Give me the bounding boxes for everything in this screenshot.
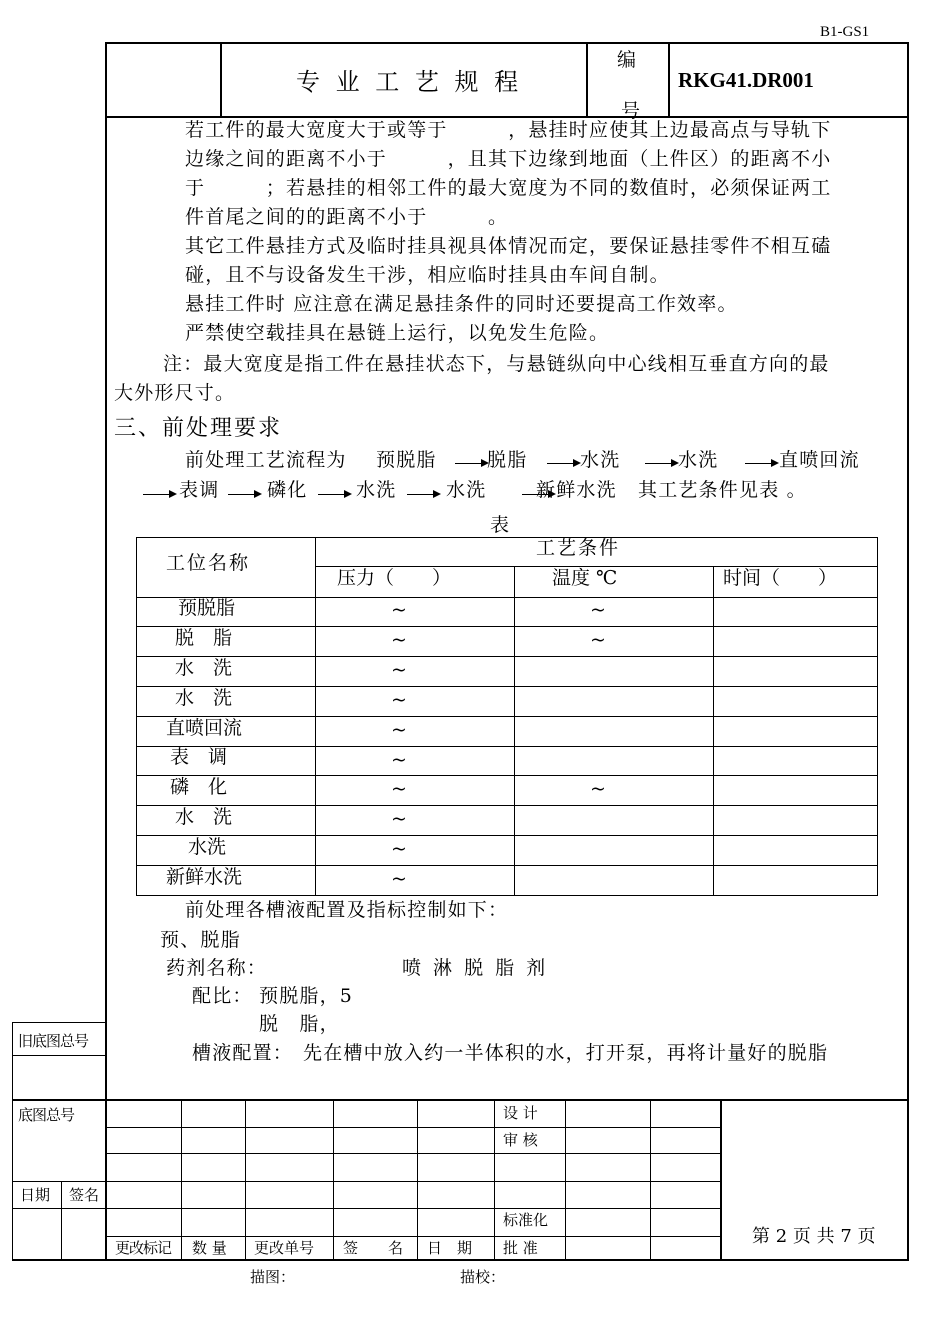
flow-step-2: 脱脂 — [487, 449, 528, 471]
flow-step-1: 预脱脂 — [376, 449, 437, 471]
row-3-pressure: ~ — [391, 659, 407, 681]
flow-arrow-5 — [143, 494, 175, 495]
row-4-pressure: ~ — [391, 689, 407, 711]
page-title: 专 业 工 艺 规 程 — [296, 68, 523, 96]
body-line-6: 碰，且不与设备发生干涉，相应临时挂具由车间自制。 — [185, 264, 670, 286]
flow-step-10: 新鲜水洗 — [536, 479, 617, 501]
row-9-name: 水洗 — [188, 836, 227, 858]
flow-step-6: 表调 — [179, 479, 220, 501]
row-2-temperature: ~ — [590, 629, 606, 651]
footer-col-signature: 签 名 — [343, 1239, 404, 1257]
tank-config-intro: 前处理各槽液配置及指标控制如下： — [185, 899, 509, 921]
row-5-name: 直喷回流 — [166, 717, 243, 739]
agent-label: 药剂名称： — [166, 957, 268, 979]
row-1-name: 预脱脂 — [178, 597, 236, 619]
old-drawing-label: 旧底图总号 — [18, 1032, 89, 1050]
number-label-bottom: 号 — [621, 100, 641, 122]
ratio-label: 配比： — [192, 985, 253, 1007]
degrease-heading: 预、脱脂 — [160, 929, 241, 951]
row-6-pressure: ~ — [391, 749, 407, 771]
footer-col-date: 日 期 — [427, 1239, 473, 1257]
body-line-1: 若工件的最大宽度大于或等于 ，悬挂时应使其上边最高点与导轨下 — [185, 119, 832, 141]
header-bottom — [105, 116, 909, 118]
row-8-pressure: ~ — [391, 808, 407, 830]
row-1-pressure: ~ — [391, 599, 407, 621]
role-approve: 批 准 — [503, 1239, 538, 1257]
prep-label: 槽液配置： — [192, 1042, 294, 1064]
footer-col-change-no: 更改单号 — [254, 1239, 315, 1257]
header-time: 时间（ ） — [723, 567, 838, 589]
table-caption: 表 — [490, 514, 510, 536]
role-review: 审 核 — [503, 1131, 538, 1149]
body-line-5: 其它工件悬挂方式及临时挂具视具体情况而定，要保证悬挂零件不相互磕 — [185, 235, 832, 257]
row-2-name: 脱 脂 — [175, 627, 233, 649]
body-line-2: 边缘之间的距离不小于 ，且其下边缘到地面（上件区）的距离不小 — [185, 148, 832, 170]
flow-intro: 前处理工艺流程为 — [185, 449, 347, 471]
header-temperature: 温度 ℃ — [552, 567, 618, 589]
flow-arrow-7 — [318, 494, 350, 495]
header-conditions: 工艺条件 — [536, 537, 621, 559]
header-div-1 — [220, 42, 222, 117]
note-line-1: 注：最大宽度是指工件在悬挂状态下，与悬链纵向中心线相互垂直方向的最 — [163, 353, 830, 375]
flow-tail: 其工艺条件见表 。 — [638, 479, 807, 501]
flow-arrow-2 — [547, 463, 579, 464]
header-div-3 — [668, 42, 670, 117]
document-code: B1-GS1 — [820, 24, 870, 40]
frame-top — [105, 42, 909, 44]
row-2-pressure: ~ — [391, 629, 407, 651]
row-8-name: 水 洗 — [175, 806, 233, 828]
flow-step-4: 水洗 — [678, 449, 719, 471]
header-pressure: 压力（ ） — [337, 567, 452, 589]
flow-step-9: 水洗 — [446, 479, 487, 501]
agent-value: 喷 淋 脱 脂 剂 — [402, 957, 549, 979]
date-label: 日期 — [20, 1186, 51, 1204]
frame-bottom — [12, 1259, 909, 1261]
row-7-temperature: ~ — [590, 778, 606, 800]
flow-step-7: 磷化 — [267, 479, 308, 501]
flow-arrow-8 — [407, 494, 439, 495]
body-line-7: 悬挂工件时 应注意在满足悬挂条件的同时还要提高工作效率。 — [185, 293, 738, 315]
row-9-pressure: ~ — [391, 838, 407, 860]
body-line-3: 于 ；若悬挂的相邻工件的最大宽度为不同的数值时，必须保证两工 — [185, 177, 832, 199]
frame-left — [105, 42, 107, 1260]
prep-value: 先在槽中放入约一半体积的水，打开泵，再将计量好的脱脂 — [303, 1042, 829, 1064]
flow-arrow-3 — [645, 463, 677, 464]
row-7-name: 磷 化 — [170, 776, 228, 798]
header-station: 工位名称 — [166, 552, 251, 574]
header-div-2 — [586, 42, 588, 117]
role-standardize: 标准化 — [503, 1211, 549, 1229]
flow-arrow-1 — [455, 463, 487, 464]
row-10-pressure: ~ — [391, 868, 407, 890]
row-3-name: 水 洗 — [175, 657, 233, 679]
sign-label: 签名 — [69, 1186, 100, 1204]
flow-step-8: 水洗 — [356, 479, 397, 501]
footer-col-quantity: 数 量 — [192, 1239, 227, 1257]
section-title: 三、前处理要求 — [114, 416, 283, 441]
check-label: 描校： — [460, 1268, 506, 1286]
body-line-8: 严禁使空载挂具在悬链上运行，以免发生危险。 — [185, 322, 610, 344]
flow-step-5: 直喷回流 — [779, 449, 860, 471]
row-1-temperature: ~ — [590, 599, 606, 621]
base-drawing-label: 底图总号 — [18, 1106, 75, 1124]
ratio-value-1: 预脱脂，5 — [259, 985, 354, 1007]
flow-arrow-4 — [745, 463, 777, 464]
row-7-pressure: ~ — [391, 778, 407, 800]
flow-step-3: 水洗 — [580, 449, 621, 471]
trace-label: 描图： — [250, 1268, 296, 1286]
page-info: 第 2 页 共 7 页 — [752, 1226, 876, 1247]
row-5-pressure: ~ — [391, 719, 407, 741]
row-6-name: 表 调 — [170, 746, 228, 768]
frame-right — [907, 42, 909, 1260]
note-line-2: 大外形尺寸。 — [114, 382, 236, 404]
ratio-value-2: 脱 脂， — [259, 1013, 340, 1035]
document-number: RKG41.DR001 — [678, 68, 814, 92]
flow-arrow-6 — [228, 494, 260, 495]
role-design: 设 计 — [503, 1104, 538, 1122]
body-line-4: 件首尾之间的的距离不小于 。 — [185, 206, 509, 228]
row-10-name: 新鲜水洗 — [166, 866, 243, 888]
number-label-top: 编 — [617, 49, 637, 71]
row-4-name: 水 洗 — [175, 687, 233, 709]
footer-col-change-mark: 更改标记 — [115, 1239, 172, 1257]
